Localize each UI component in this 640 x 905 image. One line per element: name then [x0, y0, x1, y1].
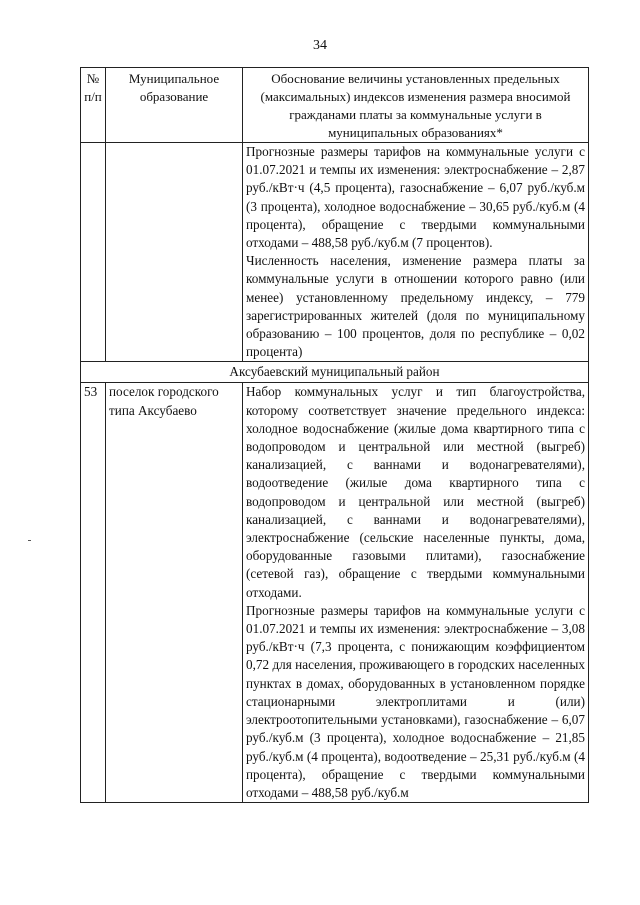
tariffs-text: Прогнозные размеры тарифов на коммунальные услуги с 01.07.2021 и темпы их изменения: электроснабжение – 3,08 руб./кВт·ч (7,3 процента, с понижающим коэффициентом 0,72 для населения, проживающего в городских населенных пунктах в домах, оборудованных в установленном порядке стационарными электроплитами и (или) электроотопительными установками), газоснабжение – 6,07 руб./куб.м (3 процента), холодное водоснабжение – 21,85 руб./куб.м (4 процента), водоотведение – 25,31 руб./куб.м (4 процента), обращение с твердыми коммунальными отходами – 488,58 руб./куб.м [246, 602, 585, 800]
header-num: № п/п [81, 68, 106, 143]
section-row [81, 362, 589, 383]
header-municipality: Муниципальное образование [106, 68, 243, 143]
table-header-row [81, 68, 589, 143]
table-row [81, 143, 589, 362]
continuation-justification-cell [243, 143, 589, 362]
page-number: 34 [313, 38, 327, 53]
continuation-name-cell [106, 143, 243, 362]
tariff-table [80, 67, 589, 803]
services-text: Набор коммунальных услуг и тип благоустройства, которому соответствует значение предельного индекса: холодное водоснабжение (жилые дома квартирного типа с водопроводом и центральной или местной (выгреб) канализацией, с ваннами и водонагревателями), водоотведение (жилые дома квартирного типа с водопроводом и центральной или местной (выгреб) канализацией, с ваннами и водонагревателями), электроснабжение (сельские населенные пункты, дома, оборудованные газовыми плитами), газоснабжение (сетевой газ), обращение с твердыми коммунальными отходами. [246, 384, 585, 600]
header-justification: Обоснование величины установленных предельных (максимальных) индексов изменения размера вносимой гражданами платы за коммунальные услуги в муниципальных образованиях* [243, 68, 589, 143]
table-row [81, 383, 589, 803]
margin-mark [28, 540, 31, 541]
continuation-num-cell [81, 143, 106, 362]
section-title: Аксубаевский муниципальный район [81, 362, 589, 383]
row-number: 53 [81, 383, 106, 803]
continuation-tariffs-text: Прогнозные размеры тарифов на коммунальные услуги с 01.07.2021 и темпы их изменения: электроснабжение – 2,87 руб./кВт·ч (4,5 процента), газоснабжение – 6,07 руб./куб.м (3 процента), холодное водоснабжение – 30,65 руб./куб.м (4 процента), обращение с твердыми коммунальными отходами – 488,58 руб./куб.м (7 процентов). [246, 144, 585, 251]
continuation-population-text: Численность населения, изменение размера платы за коммунальные услуги в отношении которого равно (или менее) установленному предельному индексу, – 779 зарегистрированных жителей (доля по муниципальному образованию – 100 процентов, доля по республике – 0,02 процента) [246, 253, 585, 360]
row-justification-cell [243, 383, 589, 803]
municipality-name: поселок городского типа Аксубаево [106, 383, 243, 803]
